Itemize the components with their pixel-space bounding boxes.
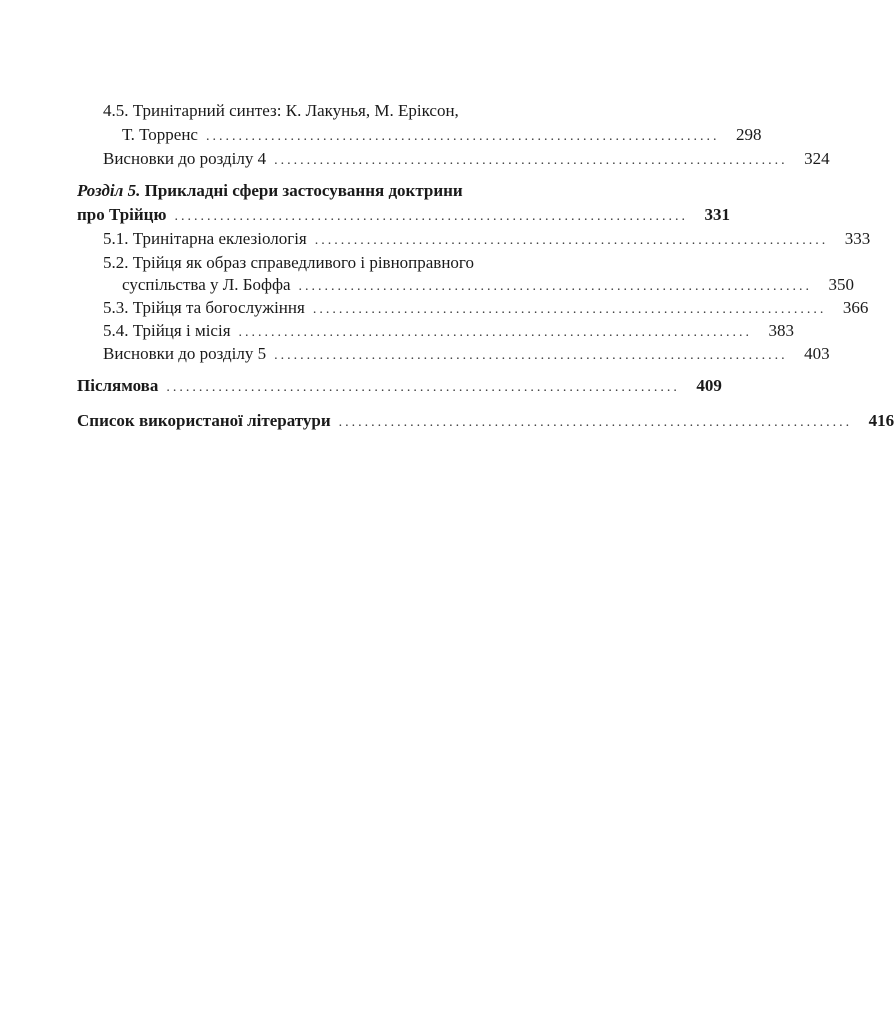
toc-entry-5-2-line1: [103, 252, 474, 274]
dot-leader: ...............................................................................: [298, 279, 813, 294]
dot-leader: ...............................................................................: [274, 153, 788, 168]
toc-chapter-5[interactable]: [77, 204, 730, 228]
toc-entry-bibliography[interactable]: [77, 410, 894, 434]
dot-leader: ...............................................................................: [166, 380, 680, 395]
toc-entry-title: Список використаної літератури: [77, 411, 331, 430]
dot-leader: ...............................................................................: [312, 302, 827, 317]
toc-entry-title: 5.3. Трійця та богослужіння: [103, 298, 305, 317]
toc-entry-title: суспільства у Л. Боффа: [122, 275, 291, 294]
toc-entry-5-3[interactable]: [103, 297, 869, 321]
toc-entry-title: 5.2. Трійця як образ справедливого і рівноправного: [103, 253, 474, 272]
toc-page-number: 403: [804, 344, 830, 363]
chapter-number: Розділ 5.: [77, 181, 141, 200]
toc-entry-conclusions-4[interactable]: [103, 148, 830, 172]
toc-entry-5-1[interactable]: [103, 228, 871, 252]
toc-entry-4-5[interactable]: [122, 124, 762, 148]
toc-entry-title: Висновки до розділу 5: [103, 344, 267, 363]
toc-page-number: 383: [768, 321, 795, 340]
toc-page-number: 366: [842, 298, 869, 317]
toc-entry-title: про Трійцю: [77, 205, 167, 224]
toc-page-number: 331: [704, 205, 730, 224]
toc-page-number: 298: [735, 125, 762, 144]
chapter-title: Прикладні сфери застосування доктрини: [144, 181, 463, 200]
toc-entry-title: Висновки до розділу 4: [103, 149, 267, 168]
chapter-label: [77, 180, 463, 202]
toc-page-number: 324: [804, 149, 830, 168]
dot-leader: ...............................................................................: [314, 233, 829, 248]
toc-entry-4-5-line1: [103, 100, 459, 122]
toc-entry-5-4[interactable]: [103, 320, 795, 344]
toc-page-number: 333: [844, 229, 871, 248]
toc-entry-title: Післямова: [77, 376, 159, 395]
dot-leader: ...............................................................................: [238, 325, 753, 340]
toc-entry-title: 5.4. Трійця і місія: [103, 321, 231, 340]
toc-page-number: 409: [696, 376, 722, 395]
toc-entry-title: 4.5. Тринітарний синтез: К. Лакунья, М. Еріксон,: [103, 101, 459, 120]
dot-leader: ...............................................................................: [174, 209, 688, 224]
toc-entry-title: 5.1. Тринітарна еклезіологія: [103, 229, 307, 248]
toc-entry-5-2[interactable]: [122, 274, 855, 298]
toc-page-number: 416: [868, 411, 894, 430]
toc-page-number: 350: [828, 275, 855, 294]
toc-chapter-5-line1: [77, 180, 463, 202]
toc-entry-title: Т. Торренс: [122, 125, 198, 144]
dot-leader: ...............................................................................: [205, 129, 720, 144]
dot-leader: ...............................................................................: [274, 348, 788, 363]
toc-entry-afterword[interactable]: [77, 375, 722, 399]
dot-leader: ...............................................................................: [338, 415, 853, 430]
toc-entry-conclusions-5[interactable]: [103, 343, 830, 367]
